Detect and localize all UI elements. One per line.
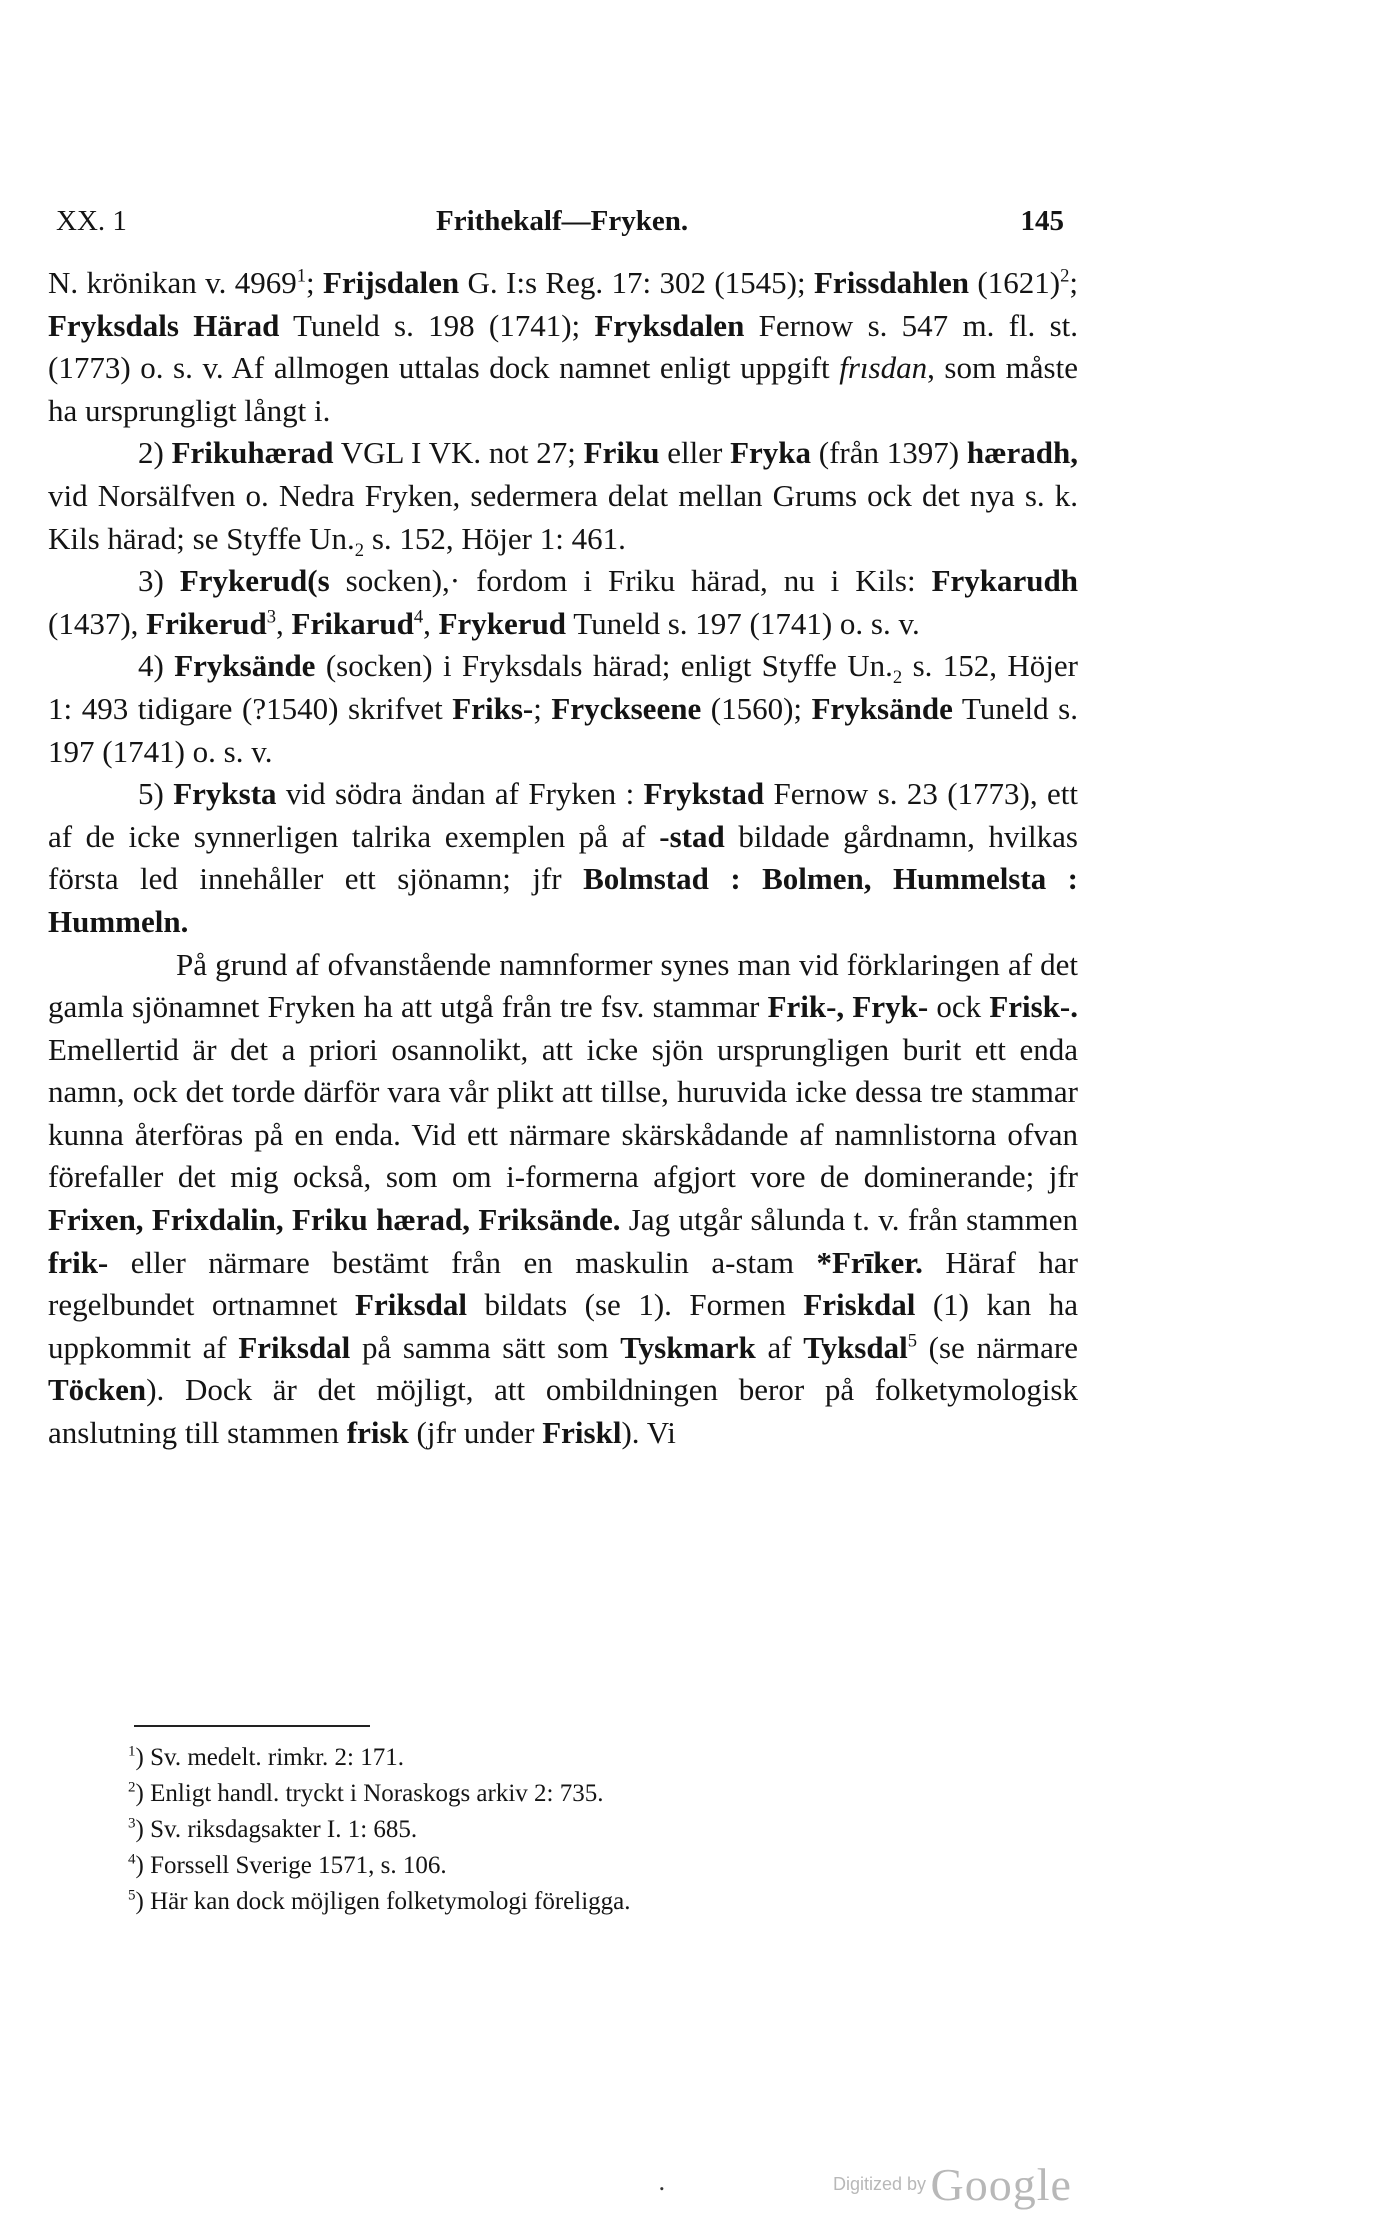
paragraph-1: N. krönikan v. 4969$^1$; Frijsdalen G. I:s Reg. 17: 302 (1545); Frissdahlen $(1621)^2$; Fryksdals Härad Tuneld s. 198 (1741); Fryksdalen Fernow s. 547 m. fl. st. (1773) o. s. v. Af allmogen uttalas dock namnet enligt uppgift frısdan, som måste ha ursprungligt långt i. [48,265,1078,428]
footnote: $^3$) Sv. riksdagsakter I. 1: 685. [128,1815,418,1843]
digitization-watermark [833,2158,1072,2211]
footnote: $^4$) Forssell Sverige 1571, s. 106. [128,1851,447,1879]
section-number: XX. 1 [56,205,127,237]
main-text [48,262,1078,1455]
footnote-divider [134,1725,370,1727]
paragraph-5: 5) Fryksta vid södra ändan af Fryken : Frykstad Fernow s. 23 (1773), ett af de icke synnerligen talrika exemplen på af -stad bildade gårdnamn, hvilkas första led innehåller ett sjönamn; jfr Bolmstad : Bolmen, Hummelsta : Hummeln. [48,776,1079,939]
google-logo: Google [930,2159,1072,2210]
footnote: $^2$) Enligt handl. tryckt i Noraskogs arkiv 2: 735. [128,1779,604,1807]
paragraph-2: 2) Frikuhærad VGL I VK. not 27; Friku eller Fryka (från 1397) hæradh, vid Norsälfven o. Nedra Fryken, sedermera delat mellan Grums ock det nya s. k. Kils härad; se Styffe $Un._2$ s. 152, Höjer 1: 461. [48,435,1078,561]
stray-dot: . [658,2168,666,2196]
paragraph-6: På grund af ofvanstående namnformer synes man vid förklaringen af det gamla sjönamnet Fryken ha att utgå från tre fsv. stammar Frik-, Fryk- ock Frisk-. Emellertid är det a priori osannolikt, att icke sjön ursprungligen burit ett enda namn, ock det torde därför vara vår plikt att tillse, huruvida icke dessa tre stammar kunna återföras på en enda. Vid ett närmare skärskådande af namnlistorna ofvan förefaller det mig också, som om i-formerna afgjort vore de dominerande; jfr Frixen, Frixdalin, Friku hærad, Friksände. Jag utgår sålunda t. v. från stammen frik- eller närmare bestämt från en maskulin a-stam *Frīker. Häraf har regelbundet ortnamnet Friksdal bildats (se 1). Formen Friskdal (1) kan ha uppkommit af Friksdal på samma sätt som Tyskmark af Tyksdal$^5$ (se närmare Töcken). Dock är det möjligt, att ombildningen beror på folketymologisk anslutning till stammen frisk (jfr under Friskl). Vi [48,946,1078,1451]
footnote: $^5$) Här kan dock möjligen folketymologi föreligga. [128,1887,631,1915]
running-title: Frithekalf—Fryken. [436,205,689,237]
page-number: 145 [1020,205,1064,237]
running-header [56,205,1064,245]
footnote: $^1$) Sv. medelt. rimkr. 2: 171. [128,1743,404,1771]
watermark-prefix: Digitized by [833,2174,927,2194]
footnotes [128,1740,1028,1920]
paragraph-3: 3) Frykerud(s socken),· fordom i Friku härad, nu i Kils: Frykarudh (1437), Frikerud$^3$, Frikarud$^4$, Frykerud Tuneld s. 197 (1741) o. s. v. [48,563,1078,641]
paragraph-4: 4) Fryksände (socken) i Fryksdals härad; enligt Styffe $Un._2$ s. 152, Höjer 1: 493 tidigare (?1540) skrifvet Friks-; Fryckseene (1560); Fryksände Tuneld s. 197 (1741) o. s. v. [48,648,1078,769]
